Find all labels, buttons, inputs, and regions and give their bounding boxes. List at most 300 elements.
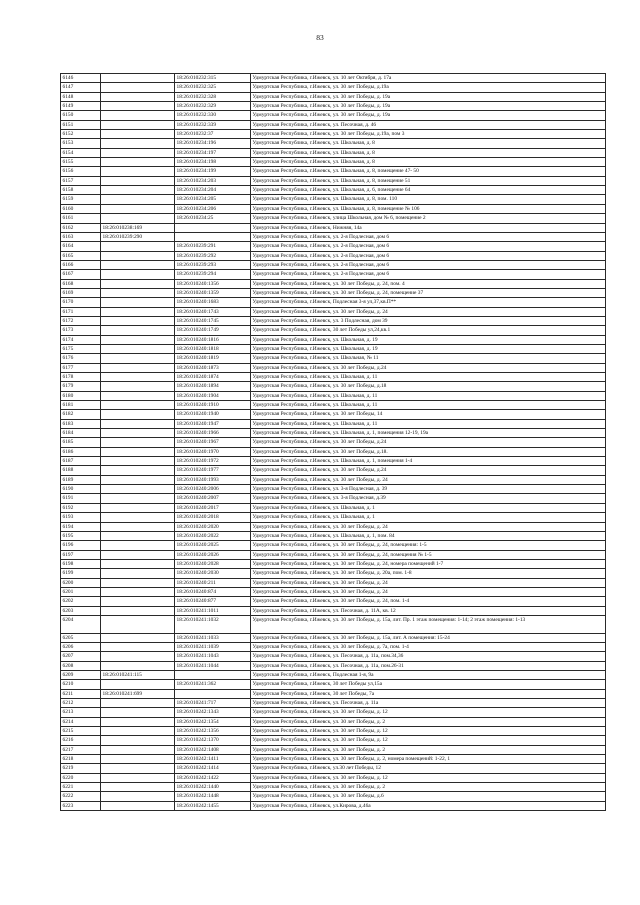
address: Удмуртская Республика, г.Ижевск, ул. 30 лет Победы, д. 2	[251, 745, 606, 754]
table-row	[61, 148, 606, 157]
table-row	[61, 569, 606, 578]
cadastral-number-premises: 18:26:010240:2018	[175, 513, 251, 522]
row-number: 6178	[61, 373, 101, 382]
table-row	[61, 783, 606, 792]
row-number: 6171	[61, 307, 101, 316]
table-row	[61, 251, 606, 260]
table-row	[61, 661, 606, 670]
cadastral-number-parcel	[101, 204, 175, 213]
cadastral-number-premises: 18:26:010240:2025	[175, 541, 251, 550]
row-number: 6163	[61, 232, 101, 241]
address: Удмуртская Республика, г.Ижевск, ул. Школьная, д. 8, помещение 47- 50	[251, 167, 606, 176]
table-row	[61, 615, 606, 633]
row-number: 6175	[61, 344, 101, 353]
cadastral-number-parcel	[101, 214, 175, 223]
table-row	[61, 466, 606, 475]
row-number: 6157	[61, 176, 101, 185]
address: Удмуртская Республика, г.Ижевск, ул. Песочная, д. 11А, кв. 12	[251, 606, 606, 615]
cadastral-number-premises: 18:26:010240:1910	[175, 401, 251, 410]
row-number: 6191	[61, 494, 101, 503]
table-row	[61, 801, 606, 810]
table-row	[61, 92, 606, 101]
row-number: 6160	[61, 204, 101, 213]
row-number: 6202	[61, 597, 101, 606]
address: Удмуртская Республика, г.Ижевск, ул. 30 лет Победы, д. 19а	[251, 111, 606, 120]
address: Удмуртская Республика, г.Ижевск, ул. 30 лет Победы, д. 12	[251, 736, 606, 745]
address: Удмуртская Республика, г.Ижевск, ул. 30 лет Победы, д. 15а, лит. А помещения: 15-24	[251, 633, 606, 642]
row-number: 6196	[61, 541, 101, 550]
table-row	[61, 176, 606, 185]
address: Удмуртская Республика, г.Ижевск, ул. 30 лет Победы, д.18.	[251, 447, 606, 456]
address: Удмуртская Республика, г.Ижевск, 30 лет Победы ул,15а	[251, 680, 606, 689]
cadastral-number-premises: 18:26:010234:25	[175, 214, 251, 223]
table-row	[61, 260, 606, 269]
address: Удмуртская Республика, г.Ижевск, ул.30 лет Победы, 12	[251, 764, 606, 773]
table-row	[61, 279, 606, 288]
row-number: 6199	[61, 569, 101, 578]
address: Удмуртская Республика, г.Ижевск, ул. Школьная, д. 8	[251, 139, 606, 148]
table-row	[61, 597, 606, 606]
row-number: 6208	[61, 661, 101, 670]
cadastral-number-parcel	[101, 633, 175, 642]
cadastral-number-premises: 18:26:010240:2030	[175, 569, 251, 578]
address: Удмуртская Республика, г.Ижевск, ул. 30 лет Победы, д. 12	[251, 727, 606, 736]
table-row	[61, 139, 606, 148]
cadastral-number-premises: 18:26:010240:1819	[175, 354, 251, 363]
cadastral-number-parcel	[101, 335, 175, 344]
table-row	[61, 792, 606, 801]
cadastral-number-premises: 18:26:010232:315	[175, 74, 251, 83]
address: Удмуртская Республика, г.Ижевск, ул. 30 лет Победы, д.19а, пом 3	[251, 130, 606, 139]
row-number: 6180	[61, 391, 101, 400]
address: Удмуртская Республика, г.Ижевск, ул. Песочная, д. 11а, пом.34,36	[251, 652, 606, 661]
address: Удмуртская Республика, г.Ижевск, ул. Школьная, д. 1, пом. 84	[251, 531, 606, 540]
table-row	[61, 111, 606, 120]
address: Удмуртская Республика, г.Ижевск, ул. Песочная, д. 11а, пом.26-31	[251, 661, 606, 670]
row-number: 6148	[61, 92, 101, 101]
address: Удмуртская Республика, г.Ижевск, ул. Школьная, д. 1, помещения 12-19, 19а	[251, 429, 606, 438]
cadastral-number-parcel	[101, 457, 175, 466]
address: Удмуртская Республика, г.Ижевск, ул. 30 лет Победы, д. 24, помещения № 1-5	[251, 550, 606, 559]
cadastral-number-parcel	[101, 410, 175, 419]
cadastral-number-premises: 18:26:010234:203	[175, 176, 251, 185]
cadastral-number-premises: 18:26:010240:1874	[175, 373, 251, 382]
cadastral-number-premises: 18:26:010240:1904	[175, 391, 251, 400]
address: Удмуртская Республика, г.Ижевск, ул. 30 лет Победы, д. 24, пом. 1-4	[251, 597, 606, 606]
row-number: 6217	[61, 745, 101, 754]
row-number: 6165	[61, 251, 101, 260]
table-row	[61, 344, 606, 353]
cadastral-number-parcel	[101, 111, 175, 120]
address: Удмуртская Республика, г.Ижевск, ул. Школьная, д. 11	[251, 401, 606, 410]
address: Удмуртская Республика, г.Ижевск, ул. Школьная, д. 1	[251, 503, 606, 512]
cadastral-number-premises: 18:26:010242:1440	[175, 783, 251, 792]
address: Удмуртская Республика, г.Ижевск, ул. 30 лет Победы, д. 24	[251, 587, 606, 596]
cadastral-number-parcel	[101, 466, 175, 475]
cadastral-number-parcel	[101, 475, 175, 484]
cadastral-number-parcel	[101, 354, 175, 363]
table-row	[61, 699, 606, 708]
table-row	[61, 74, 606, 83]
address: Удмуртская Республика, г.Ижевск, ул. 30 лет Победы, д.6	[251, 792, 606, 801]
cadastral-number-parcel	[101, 92, 175, 101]
address: Удмуртская Республика, г.Ижевск, ул. 30 лет Победы, д.24	[251, 466, 606, 475]
row-number: 6181	[61, 401, 101, 410]
row-number: 6152	[61, 130, 101, 139]
cadastral-number-premises: 18:26:010232:330	[175, 111, 251, 120]
cadastral-number-premises: 18:26:010240:2026	[175, 550, 251, 559]
row-number: 6193	[61, 513, 101, 522]
address: Удмуртская Республика, г.Ижевск, ул. 30 лет Победы, д. 24	[251, 307, 606, 316]
table-row	[61, 578, 606, 587]
row-number: 6195	[61, 531, 101, 540]
cadastral-number-parcel	[101, 401, 175, 410]
table-row	[61, 270, 606, 279]
row-number: 6149	[61, 102, 101, 111]
address: Удмуртская Республика, г.Ижевск, ул. Школьная, д. 8, помещение 51	[251, 176, 606, 185]
row-number: 6164	[61, 242, 101, 251]
cadastral-number-parcel	[101, 419, 175, 428]
row-number: 6211	[61, 689, 101, 698]
table-row	[61, 457, 606, 466]
address: Удмуртская Республика, г.Ижевск, ул. 30 лет Победы, д. 15а, лит. Пр. 1 этаж помещения: 1-14; 2 этаж помещения: 1-13	[251, 615, 606, 633]
address: Удмуртская Республика, г.Ижевск, ул. Школьная, д. 11	[251, 419, 606, 428]
table-row	[61, 373, 606, 382]
cadastral-number-premises: 18:26:010234:205	[175, 195, 251, 204]
row-number: 6220	[61, 773, 101, 782]
row-number: 6200	[61, 578, 101, 587]
row-number: 6192	[61, 503, 101, 512]
row-number: 6147	[61, 83, 101, 92]
table-row	[61, 382, 606, 391]
row-number: 6183	[61, 419, 101, 428]
row-number: 6218	[61, 755, 101, 764]
cadastral-number-parcel	[101, 130, 175, 139]
row-number: 6173	[61, 326, 101, 335]
cadastral-number-premises: 18:26:010239:293	[175, 260, 251, 269]
cadastral-number-parcel	[101, 326, 175, 335]
table-row	[61, 195, 606, 204]
address: Удмуртская Республика, г.Ижевск, ул. 30 лет Победы, д.24	[251, 363, 606, 372]
cadastral-number-parcel	[101, 307, 175, 316]
cadastral-number-parcel	[101, 652, 175, 661]
cadastral-number-parcel	[101, 708, 175, 717]
table-row	[61, 83, 606, 92]
row-number: 6151	[61, 120, 101, 129]
address: Удмуртская Республика, г.Ижевск, ул. 30 лет Победы, д. 24, помещения: 1-5	[251, 541, 606, 550]
table-row	[61, 204, 606, 213]
table-row	[61, 391, 606, 400]
row-number: 6177	[61, 363, 101, 372]
cadastral-number-parcel	[101, 260, 175, 269]
table-row	[61, 680, 606, 689]
cadastral-number-premises: 18:26:010240:1940	[175, 410, 251, 419]
address: Удмуртская Республика, г.Ижевск, ул. Школьная, д. 8	[251, 158, 606, 167]
row-number: 6184	[61, 429, 101, 438]
cadastral-number-premises: 18:26:010239:291	[175, 242, 251, 251]
cadastral-number-premises: 18:26:010240:2028	[175, 559, 251, 568]
cadastral-number-parcel	[101, 373, 175, 382]
cadastral-number-premises: 18:26:010240:1894	[175, 382, 251, 391]
cadastral-number-premises: 18:26:010240:1745	[175, 316, 251, 325]
address: Удмуртская Республика, г.Ижевск, ул. Школьная, д. 1, помещения 1-4	[251, 457, 606, 466]
address: Удмуртская Республика, г.Ижевск, ул. 30 лет Победы, д.19а	[251, 83, 606, 92]
cadastral-number-premises: 18:26:010241:1044	[175, 661, 251, 670]
cadastral-number-premises: 18:26:010240:1356	[175, 279, 251, 288]
cadastral-number-parcel	[101, 139, 175, 148]
cadastral-number-premises: 18:26:010242:1455	[175, 801, 251, 810]
table-row	[61, 671, 606, 680]
address: Удмуртская Республика, г.Ижевск, ул. 2-я Подлесная, дом 6	[251, 260, 606, 269]
table-row	[61, 727, 606, 736]
cadastral-number-premises: 18:26:010240:1818	[175, 344, 251, 353]
cadastral-number-premises: 18:26:010241:1039	[175, 642, 251, 651]
row-number: 6219	[61, 764, 101, 773]
table-row	[61, 120, 606, 129]
table-row	[61, 242, 606, 251]
cadastral-number-premises: 18:26:010240:1683	[175, 298, 251, 307]
cadastral-number-parcel	[101, 270, 175, 279]
row-number: 6212	[61, 699, 101, 708]
cadastral-number-premises: 18:26:010239:292	[175, 251, 251, 260]
row-number: 6210	[61, 680, 101, 689]
row-number: 6215	[61, 727, 101, 736]
cadastral-number-premises	[175, 232, 251, 241]
cadastral-number-parcel	[101, 755, 175, 764]
register-body	[61, 74, 606, 811]
cadastral-number-parcel	[101, 569, 175, 578]
cadastral-number-premises: 18:26:010241:717	[175, 699, 251, 708]
cadastral-number-parcel	[101, 587, 175, 596]
table-row	[61, 232, 606, 241]
row-number: 6194	[61, 522, 101, 531]
row-number: 6153	[61, 139, 101, 148]
row-number: 6189	[61, 475, 101, 484]
cadastral-number-parcel	[101, 531, 175, 540]
table-row	[61, 522, 606, 531]
cadastral-number-premises: 18:26:010241:1011	[175, 606, 251, 615]
row-number: 6156	[61, 167, 101, 176]
cadastral-number-premises: 18:26:010240:2007	[175, 494, 251, 503]
address: Удмуртская Республика, г.Ижевск, ул. 30 лет Победы, д. 24, помещение 37	[251, 288, 606, 297]
cadastral-number-parcel	[101, 176, 175, 185]
address: Удмуртская Республика, г.Ижевск, ул. 30 лет Победы, д. 2, номера помещений: 1-22, 1	[251, 755, 606, 764]
cadastral-number-parcel	[101, 773, 175, 782]
cadastral-number-parcel	[101, 382, 175, 391]
cadastral-number-premises: 18:26:010242:1422	[175, 773, 251, 782]
cadastral-number-premises: 18:26:010240:1749	[175, 326, 251, 335]
cadastral-number-parcel: 18:26:010241:699	[101, 689, 175, 698]
cadastral-number-premises: 18:26:010242:1408	[175, 745, 251, 754]
row-number: 6146	[61, 74, 101, 83]
cadastral-number-premises: 18:26:010234:197	[175, 148, 251, 157]
cadastral-number-premises: 18:26:010242:1354	[175, 717, 251, 726]
table-row	[61, 130, 606, 139]
cadastral-number-parcel	[101, 606, 175, 615]
cadastral-number-parcel	[101, 251, 175, 260]
address: Удмуртская Республика, г.Ижевск, ул. Песочная, д. 46	[251, 120, 606, 129]
cadastral-number-premises: 18:26:010234:196	[175, 139, 251, 148]
cadastral-number-premises: 18:26:010240:877	[175, 597, 251, 606]
cadastral-number-premises: 18:26:010240:1967	[175, 438, 251, 447]
address: Удмуртская Республика, г.Ижевск, ул. 30 лет Победы, д. 2	[251, 717, 606, 726]
table-row	[61, 642, 606, 651]
cadastral-number-premises: 18:26:010242:1370	[175, 736, 251, 745]
address: Удмуртская Республика, г.Ижевск, ул. Школьная, д. 11	[251, 391, 606, 400]
cadastral-number-parcel	[101, 736, 175, 745]
row-number: 6186	[61, 447, 101, 456]
cadastral-number-premises: 18:26:010240:2017	[175, 503, 251, 512]
row-number: 6166	[61, 260, 101, 269]
cadastral-number-parcel	[101, 298, 175, 307]
cadastral-number-parcel	[101, 279, 175, 288]
table-row	[61, 316, 606, 325]
address: Удмуртская Республика, г.Ижевск, ул. Школьная, № 11	[251, 354, 606, 363]
cadastral-number-premises: 18:26:010240:2022	[175, 531, 251, 540]
cadastral-number-parcel	[101, 642, 175, 651]
address: Удмуртская Республика, г.Ижевск, Нижняя, 14а	[251, 223, 606, 232]
cadastral-number-parcel	[101, 550, 175, 559]
table-row	[61, 335, 606, 344]
cadastral-number-parcel	[101, 680, 175, 689]
cadastral-number-parcel	[101, 801, 175, 810]
row-number: 6213	[61, 708, 101, 717]
cadastral-number-premises: 18:26:010241:1043	[175, 652, 251, 661]
cadastral-number-parcel	[101, 316, 175, 325]
table-row	[61, 298, 606, 307]
cadastral-number-premises: 18:26:010232:329	[175, 102, 251, 111]
table-row	[61, 475, 606, 484]
table-row	[61, 429, 606, 438]
row-number: 6222	[61, 792, 101, 801]
table-row	[61, 410, 606, 419]
table-row	[61, 531, 606, 540]
address: Удмуртская Республика, г.Ижевск, ул. 30 лет Победы, д. 2	[251, 783, 606, 792]
table-row	[61, 158, 606, 167]
address: Удмуртская Республика, г.Ижевск, ул. Школьная, д. 8	[251, 148, 606, 157]
cadastral-number-parcel	[101, 167, 175, 176]
cadastral-number-parcel	[101, 120, 175, 129]
table-row	[61, 494, 606, 503]
cadastral-number-premises: 18:26:010240:1816	[175, 335, 251, 344]
row-number: 6161	[61, 214, 101, 223]
cadastral-number-premises: 18:26:010240:874	[175, 587, 251, 596]
cadastral-number-parcel: 18:26:010239:290	[101, 232, 175, 241]
row-number: 6154	[61, 148, 101, 157]
row-number: 6190	[61, 485, 101, 494]
cadastral-number-parcel: 18:26:010238:169	[101, 223, 175, 232]
address: Удмуртская Республика, г.Ижевск, ул. 30 лет Победы, д.18	[251, 382, 606, 391]
cadastral-number-parcel	[101, 148, 175, 157]
cadastral-number-parcel	[101, 195, 175, 204]
address: Удмуртская Республика, г.Ижевск, ул. Песочная, д. 11а	[251, 699, 606, 708]
cadastral-number-premises: 18:26:010240:1947	[175, 419, 251, 428]
address: Удмуртская Республика, г.Ижевск, ул. 30 лет Победы, 14	[251, 410, 606, 419]
row-number: 6176	[61, 354, 101, 363]
row-number: 6223	[61, 801, 101, 810]
table-row	[61, 587, 606, 596]
row-number: 6214	[61, 717, 101, 726]
cadastral-number-premises: 18:26:010232:37	[175, 130, 251, 139]
row-number: 6209	[61, 671, 101, 680]
cadastral-number-parcel	[101, 727, 175, 736]
table-row	[61, 447, 606, 456]
table-row	[61, 652, 606, 661]
table-row	[61, 513, 606, 522]
cadastral-number-premises: 18:26:010240:1743	[175, 307, 251, 316]
address: Удмуртская Республика, г.Ижевск, 30 лет Победы ул,24,кв.1	[251, 326, 606, 335]
row-number: 6204	[61, 615, 101, 633]
address: Удмуртская Республика, г.Ижевск, ул. 2-я Подлесная, дом 6	[251, 270, 606, 279]
cadastral-number-premises: 18:26:010242:1411	[175, 755, 251, 764]
cadastral-number-premises: 18:26:010240:1972	[175, 457, 251, 466]
cadastral-number-premises: 18:26:010240:1873	[175, 363, 251, 372]
row-number: 6216	[61, 736, 101, 745]
cadastral-number-parcel	[101, 792, 175, 801]
register-table	[60, 73, 606, 811]
address: Удмуртская Республика, г.Ижевск, ул.Кирова, д.46а	[251, 801, 606, 810]
table-row	[61, 764, 606, 773]
row-number: 6167	[61, 270, 101, 279]
cadastral-number-parcel	[101, 503, 175, 512]
address: Удмуртская Республика, г.Ижевск, ул. 3-я Подлесная, д.39	[251, 494, 606, 503]
cadastral-number-parcel: 18:26:010241:115	[101, 671, 175, 680]
cadastral-number-premises: 18:26:010234:199	[175, 167, 251, 176]
address: Удмуртская Республика, г.Ижевск, ул. 30 лет Победы, д. 24	[251, 578, 606, 587]
address: Удмуртская Республика, г.Ижевск, Подлесная 3-я ул,37,кв.П**	[251, 298, 606, 307]
row-number: 6185	[61, 438, 101, 447]
row-number: 6179	[61, 382, 101, 391]
table-row	[61, 503, 606, 512]
cadastral-number-premises: 18:26:010232:325	[175, 83, 251, 92]
row-number: 6169	[61, 288, 101, 297]
table-row	[61, 354, 606, 363]
row-number: 6159	[61, 195, 101, 204]
cadastral-number-parcel	[101, 522, 175, 531]
table-row	[61, 485, 606, 494]
table-row	[61, 288, 606, 297]
address: Удмуртская Республика, г.Ижевск, ул. Школьная, д. 8, пом. 110	[251, 195, 606, 204]
cadastral-number-parcel	[101, 288, 175, 297]
cadastral-number-premises: 18:26:010240:1977	[175, 466, 251, 475]
address: Удмуртская Республика, г.Ижевск, ул. 2-я Подлесная, дом 6	[251, 242, 606, 251]
row-number: 6174	[61, 335, 101, 344]
address: Удмуртская Республика, г.Ижевск, ул. 2-я Подлесная, дом 6	[251, 251, 606, 260]
table-row	[61, 438, 606, 447]
cadastral-number-premises: 18:26:010234:206	[175, 204, 251, 213]
table-row	[61, 606, 606, 615]
cadastral-number-premises: 18:26:010240:2006	[175, 485, 251, 494]
row-number: 6188	[61, 466, 101, 475]
address: Удмуртская Республика, г.Ижевск, ул. 30 лет Победы, д. 12	[251, 773, 606, 782]
cadastral-number-parcel	[101, 541, 175, 550]
row-number: 6221	[61, 783, 101, 792]
cadastral-number-premises	[175, 223, 251, 232]
address: Удмуртская Республика, г.Ижевск, ул. 30 лет Победы, д. 20а, пом. 1-8	[251, 569, 606, 578]
cadastral-number-parcel	[101, 559, 175, 568]
cadastral-number-parcel	[101, 717, 175, 726]
address: Удмуртская Республика, г.Ижевск, ул. 30 лет Победы, д. 7а, пом. 1-4	[251, 642, 606, 651]
cadastral-number-parcel	[101, 597, 175, 606]
cadastral-number-premises: 18:26:010234:204	[175, 186, 251, 195]
cadastral-number-parcel	[101, 83, 175, 92]
row-number: 6170	[61, 298, 101, 307]
table-row	[61, 633, 606, 642]
page-number: 83	[316, 33, 324, 42]
row-number: 6172	[61, 316, 101, 325]
table-row	[61, 167, 606, 176]
table-row	[61, 307, 606, 316]
